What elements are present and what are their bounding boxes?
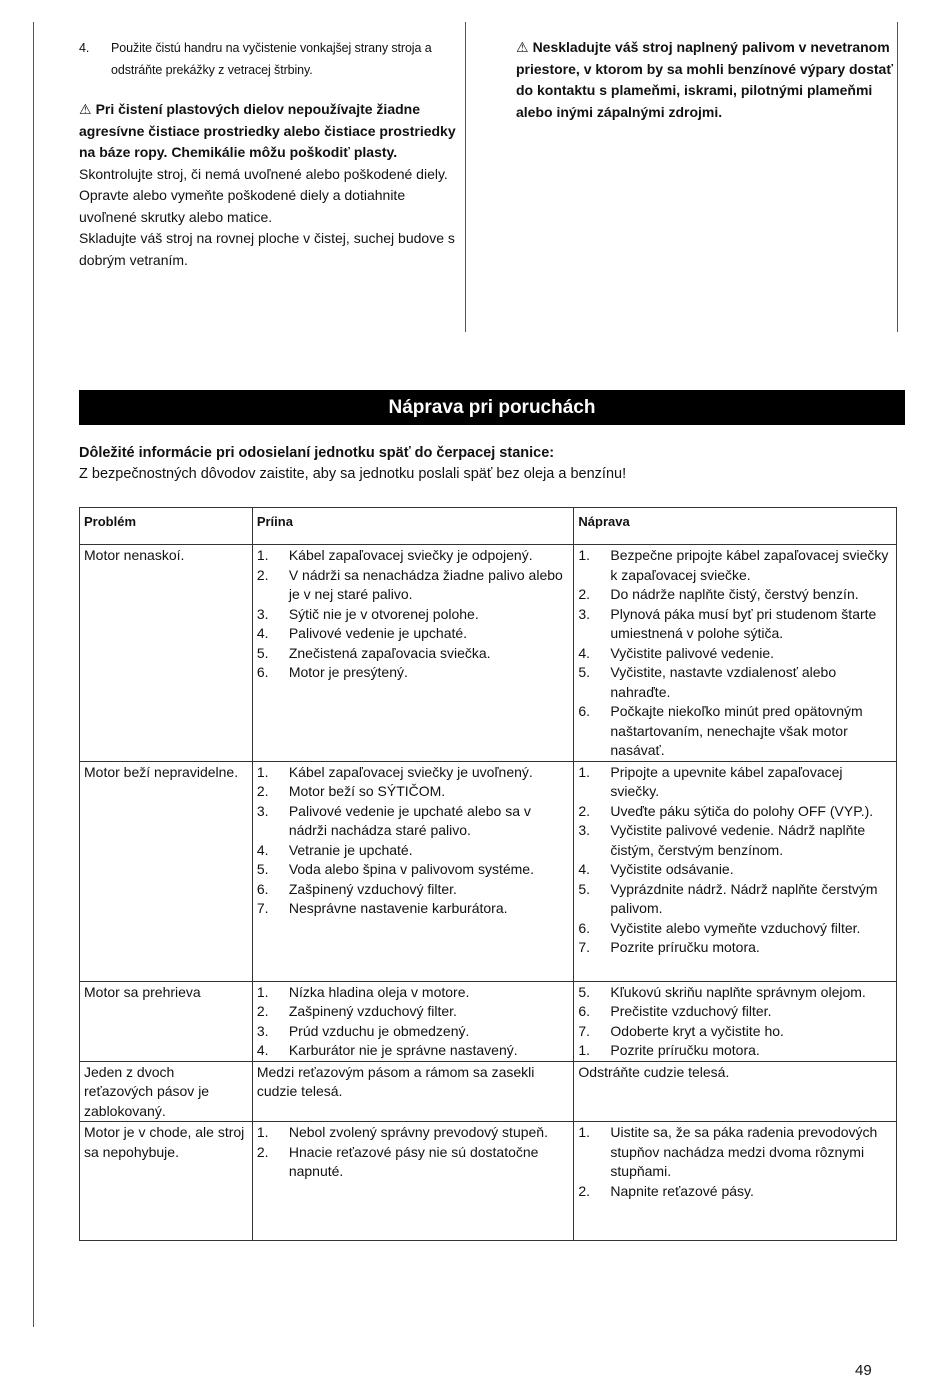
list-item [257,644,569,664]
list-number: 2. [256,566,269,583]
list-text: Počkajte niekoľko minút pred opätovným naštartovaním, nenechajte však motor nasávať. [610,703,863,758]
remedy-cell [574,761,897,981]
list-item [257,663,569,683]
list-item [257,546,569,566]
list-number: 3. [578,822,591,838]
list-item [257,983,569,1003]
cause-cell [252,545,574,762]
list-text: Bezpečne pripojte kábel zapaľovacej sviečky k zapaľovacej sviečke. [610,547,889,583]
list-text: Do nádrže naplňte čistý, čerstvý benzín. [610,586,859,602]
list-item [578,1002,891,1022]
remedy-list [578,546,891,761]
list-number: 3. [256,605,269,622]
list-number: 6. [578,1003,591,1019]
cause-cell [252,761,574,981]
list-text: Nebol zvolený správny prevodový stupeň. [288,1124,548,1140]
table-row [80,981,897,1061]
plastic-cleaning-warning-text: Pri čistení plastových dielov nepoužívajte žiadne agresívne čistiace prostriedky alebo čistiace prostriedky na báze ropy. Chemikálie môžu poškodiť plasty. [79,101,456,160]
list-item [257,1123,569,1143]
list-item [578,644,891,664]
right-column-rule [897,22,898,332]
list-number: 1. [256,547,269,563]
list-number: 4. [256,625,269,641]
list-number: 1. [578,1124,591,1140]
list-number: 2. [578,586,591,602]
list-text: Odoberte kryt a vyčistite ho. [610,1022,784,1039]
list-text: Vyčistite, nastavte vzdialenosť alebo nahraďte. [610,664,837,700]
list-item [578,605,891,644]
table-row [80,1122,897,1241]
list-text: Hnacie reťazové pásy nie sú dostatočne napnuté. [288,1143,539,1179]
list-number: 4. [256,841,269,858]
list-text: Prečistite vzduchový filter. [610,1003,772,1019]
list-text: Motor je presýtený. [288,664,408,680]
step-4 [79,37,456,81]
list-item [257,1143,569,1182]
section-title: Náprava pri poruchách [79,390,905,425]
return-info-text: Z bezpečnostných dôvodov zaistite, aby sa jednotku poslali späť bez oleja a benzínu! [79,466,627,482]
list-text: Napnite reťazové pásy. [610,1182,754,1199]
list-number: 1. [578,1042,591,1058]
list-text: Vyčistite palivové vedenie. [610,644,775,661]
list-item [578,860,891,880]
list-item [257,880,569,900]
list-text: Vyčistite alebo vymeňte vzduchový filter. [610,919,861,936]
list-text: Motor beží so SÝTIČOM. [288,783,446,799]
list-number: 3. [256,1022,269,1039]
troubleshooting-table [79,507,897,1241]
list-number: 7. [578,1022,591,1039]
top-left-column [79,37,456,271]
list-text: Znečistená zapaľovacia sviečka. [288,644,491,661]
header-remedy: Náprava [574,508,897,545]
cause-list [257,983,569,1061]
list-text: Kľukovú skriňu naplňte správnym olejom. [610,983,866,1000]
list-item [578,702,891,761]
return-info-heading: Dôležité informácie pri odosielaní jednotku späť do čerpacej stanice: [79,445,555,461]
list-number: 3. [578,605,591,622]
list-item [578,763,891,802]
list-number: 5. [256,861,269,877]
remedy-cell [574,1122,897,1241]
list-number: 4. [578,644,591,661]
list-item [578,919,891,939]
list-number: 1. [256,1124,269,1140]
list-text: Palivové vedenie je upchaté. [288,625,468,641]
cause-list [257,546,569,683]
list-text: Pripojte a upevnite kábel zapaľovacej sviečky. [610,763,843,799]
list-number: 2. [256,1003,269,1019]
inspection-paragraph: Skontrolujte stroj, či nemá uvoľnené alebo poškodené diely. Opravte alebo vymeňte poškodené diely a dotiahnite uvoľnené skrutky alebo matice. [79,165,448,225]
list-item [578,1022,891,1042]
left-margin-rule [33,22,34,1327]
list-text: Sýtič nie je v otvorenej polohe. [288,605,479,622]
list-text: Uveďte páku sýtiča do polohy OFF (VYP.). [610,802,874,819]
table-header-row [80,508,897,545]
list-item [578,1182,891,1202]
list-number: 5. [578,880,591,897]
list-text: Zašpinený vzduchový filter. [288,1003,457,1019]
list-text: Pozrite príručku motora. [610,1042,760,1058]
problem-cell: Motor nenaskoí. [80,545,253,762]
cause-cell: Medzi reťazovým pásom a rámom sa zasekli cudzie telesá. [252,1061,574,1122]
list-text: Voda alebo špina v palivovom systéme. [288,861,534,877]
list-number: 5. [578,983,591,1000]
list-number: 1. [578,763,591,780]
header-cause: Príina [252,508,574,545]
list-number: 6. [256,880,269,897]
warning-triangle-icon: ⚠ [516,39,529,55]
fuel-storage-warning-text: Neskladujte váš stroj naplnený palivom v nevetranom priestore, v ktorom by sa mohli benzínové výpary dostať do kontaktu s plameňmi, iskrami, pilotnými plameňmi alebo inými zápalnými zdrojmi. [516,39,894,120]
remedy-list [578,763,891,958]
page-number: 49 [855,1362,872,1379]
list-text: Nízka hladina oleja v motore. [288,983,470,1000]
list-text: Karburátor nie je správne nastavený. [288,1042,518,1058]
plastic-cleaning-warning [79,99,456,164]
list-item [578,938,891,958]
list-number: 6. [578,919,591,936]
table-row [80,545,897,762]
list-item [257,624,569,644]
fuel-storage-warning [516,37,894,123]
cause-cell [252,1122,574,1241]
list-number: 3. [256,802,269,819]
table-row [80,761,897,981]
remedy-list [578,1123,891,1201]
cause-list [257,763,569,919]
list-item [257,605,569,625]
remedy-cell [574,981,897,1061]
list-number: 2. [256,1143,269,1160]
list-item [578,821,891,860]
list-item [578,802,891,822]
list-number: 7. [256,900,269,916]
list-number: 5. [256,644,269,661]
list-text: Palivové vedenie je upchaté alebo sa v nádrži nachádza staré palivo. [288,802,531,838]
return-info [79,443,626,485]
list-item [578,880,891,919]
list-number: 4. [578,861,591,877]
list-text: Vetranie je upchaté. [288,841,413,858]
problem-cell: Motor sa prehrieva [80,981,253,1061]
list-text: Plynová páka musí byť pri studenom štarte umiestnená v polohe sýtiča. [610,605,877,641]
list-item [257,860,569,880]
list-item [578,1123,891,1182]
list-text: Kábel zapaľovacej sviečky je odpojený. [288,547,533,563]
list-item [578,983,891,1003]
list-item [257,1002,569,1022]
list-text: Vyčistite odsávanie. [610,861,734,877]
list-item [257,782,569,802]
list-text: Vyprázdnite nádrž. Nádrž naplňte čerstvým palivom. [610,880,878,916]
cause-cell [252,981,574,1061]
list-number: 1. [256,763,269,780]
list-number: 2. [256,783,269,799]
problem-cell: Motor je v chode, ale stroj sa nepohybuje. [80,1122,253,1241]
list-item [257,1041,569,1061]
header-problem: Problém [80,508,253,545]
column-divider-rule [465,22,466,332]
step-4-number: 4. [79,41,90,55]
list-number: 2. [578,802,591,819]
list-text: Zašpinený vzduchový filter. [288,880,457,897]
top-right-column [516,37,894,123]
step-4-text: Použite čistú handru na vyčistenie vonkajšej strany stroja a odstráňte prekážky z vetracej štrbiny. [111,41,432,77]
list-item [578,585,891,605]
list-item [257,763,569,783]
list-item [257,1022,569,1042]
list-item [257,841,569,861]
list-text: Uistite sa, že sa páka radenia prevodových stupňov nachádza medzi dvoma rôznymi stupňami. [610,1124,878,1179]
list-item [578,663,891,702]
list-number: 1. [256,983,269,1000]
list-item [578,1041,891,1061]
list-item [257,566,569,605]
warning-triangle-icon: ⚠ [79,101,92,117]
remedy-cell: Odstráňte cudzie telesá. [574,1061,897,1122]
list-text: Nesprávne nastavenie karburátora. [288,900,508,916]
remedy-cell [574,545,897,762]
table-row [80,1061,897,1122]
problem-cell: Jeden z dvoch reťazových pásov je zablokovaný. [80,1061,253,1122]
list-text: Vyčistite palivové vedenie. Nádrž naplňte čistým, čerstvým benzínom. [610,822,866,858]
list-text: Pozrite príručku motora. [610,939,760,955]
remedy-list [578,983,891,1061]
list-item [257,899,569,919]
list-number: 6. [578,703,591,719]
list-number: 5. [578,664,591,680]
list-item [257,802,569,841]
list-text: Kábel zapaľovacej sviečky je uvoľnený. [288,763,533,780]
storage-paragraph: Skladujte váš stroj na rovnej ploche v čistej, suchej budove s dobrým vetraním. [79,230,455,268]
list-item [578,546,891,585]
list-number: 4. [256,1042,269,1058]
cause-list [257,1123,569,1182]
list-number: 7. [578,939,591,955]
list-text: V nádrži sa nenachádza žiadne palivo alebo je v nej staré palivo. [288,566,563,602]
problem-cell: Motor beží nepravidelne. [80,761,253,981]
list-text: Prúd vzduchu je obmedzený. [288,1022,470,1039]
list-number: 6. [256,664,269,680]
list-number: 2. [578,1182,591,1199]
list-number: 1. [578,547,591,563]
